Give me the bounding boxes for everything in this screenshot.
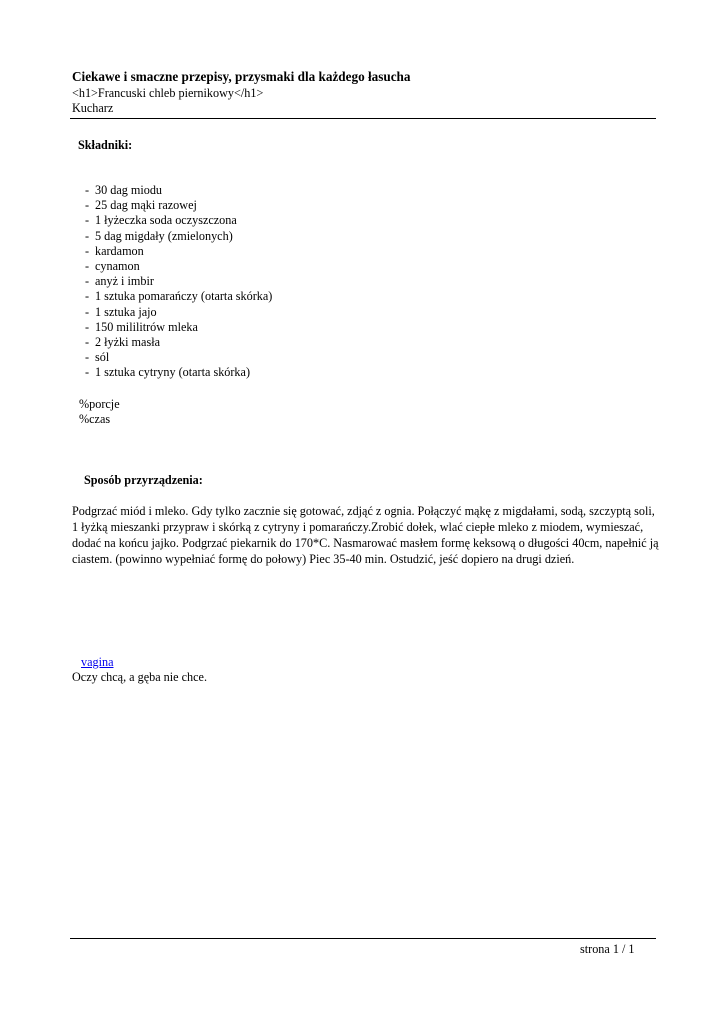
footer-quote: Oczy chcą, a gęba nie chce. bbox=[72, 670, 207, 684]
ingredient-text: 2 łyżki masła bbox=[95, 334, 160, 349]
list-item bbox=[85, 305, 272, 320]
ingredient-text: 1 łyżeczka soda oczyszczona bbox=[95, 213, 237, 228]
list-dash: - bbox=[85, 198, 90, 213]
list-dash: - bbox=[85, 334, 90, 349]
list-dash: - bbox=[85, 319, 90, 334]
list-dash: - bbox=[85, 258, 90, 273]
ingredient-text: 5 dag migdały (zmielonych) bbox=[95, 228, 233, 243]
list-item bbox=[85, 320, 272, 335]
list-item bbox=[85, 229, 272, 244]
list-dash: - bbox=[85, 289, 90, 304]
time-placeholder: %czas bbox=[79, 412, 111, 426]
ingredient-text: 1 sztuka cytryny (otarta skórka) bbox=[95, 365, 250, 380]
list-dash: - bbox=[85, 365, 90, 380]
list-dash: - bbox=[85, 304, 90, 319]
list-item bbox=[85, 365, 272, 380]
ingredient-text: anyż i imbir bbox=[95, 274, 154, 289]
list-item bbox=[85, 335, 272, 350]
list-item bbox=[85, 213, 272, 228]
ingredient-text: kardamon bbox=[95, 243, 144, 258]
method-heading: Sposób przyrządzenia: bbox=[84, 473, 203, 487]
list-dash: - bbox=[85, 274, 90, 289]
list-item bbox=[85, 244, 272, 259]
footer-link[interactable]: vagina bbox=[81, 655, 114, 669]
list-dash: - bbox=[85, 228, 90, 243]
list-item bbox=[85, 259, 272, 274]
author-label: Kucharz bbox=[72, 101, 114, 115]
list-item bbox=[85, 350, 272, 365]
list-dash: - bbox=[85, 243, 90, 258]
list-item bbox=[85, 289, 272, 304]
list-dash: - bbox=[85, 350, 90, 365]
ingredient-text: 1 sztuka pomarańczy (otarta skórka) bbox=[95, 289, 273, 304]
header-divider bbox=[70, 118, 656, 119]
ingredients-heading: Składniki: bbox=[78, 138, 133, 152]
method-text: Podgrzać miód i mleko. Gdy tylko zacznie się gotować, zdjąć z ognia. Połączyć mąkę z migdałami, sodą, szczyptą soli, 1 łyżką mieszanki przypraw i skórką z cytryny i pomarańczy.Zrobić dołek, wlać ciepłe mleko z miodem, wymieszać, dodać na końcu jajko. Podgrzać piekarnik do 170*C. Nasmarować masłem formę keksową o długości 40cm, napełnić ją ciastem. (powinno wypełniać formę do połowy) Piec 35-40 min. Ostudzić, jeść dopiero na drugi dzień. bbox=[72, 504, 659, 566]
ingredient-text: 1 sztuka jajo bbox=[95, 304, 157, 319]
ingredient-text: sól bbox=[95, 350, 110, 365]
list-item bbox=[85, 198, 272, 213]
recipe-title: <h1>Francuski chleb piernikowy</h1> bbox=[72, 86, 264, 100]
footer-divider bbox=[70, 938, 656, 939]
portions-placeholder: %porcje bbox=[79, 397, 120, 411]
ingredient-text: 25 dag mąki razowej bbox=[95, 198, 197, 213]
list-item bbox=[85, 183, 272, 198]
ingredient-text: cynamon bbox=[95, 258, 140, 273]
site-title: Ciekawe i smaczne przepisy, przysmaki dla każdego łasucha bbox=[72, 69, 411, 84]
ingredient-text: 30 dag miodu bbox=[95, 183, 163, 197]
list-item bbox=[85, 274, 272, 289]
page-number: strona 1 / 1 bbox=[580, 942, 635, 956]
list-dash: - bbox=[85, 213, 90, 228]
ingredients-list bbox=[85, 183, 272, 380]
list-dash: - bbox=[85, 183, 90, 197]
ingredient-text: 150 mililitrów mleka bbox=[95, 319, 198, 334]
